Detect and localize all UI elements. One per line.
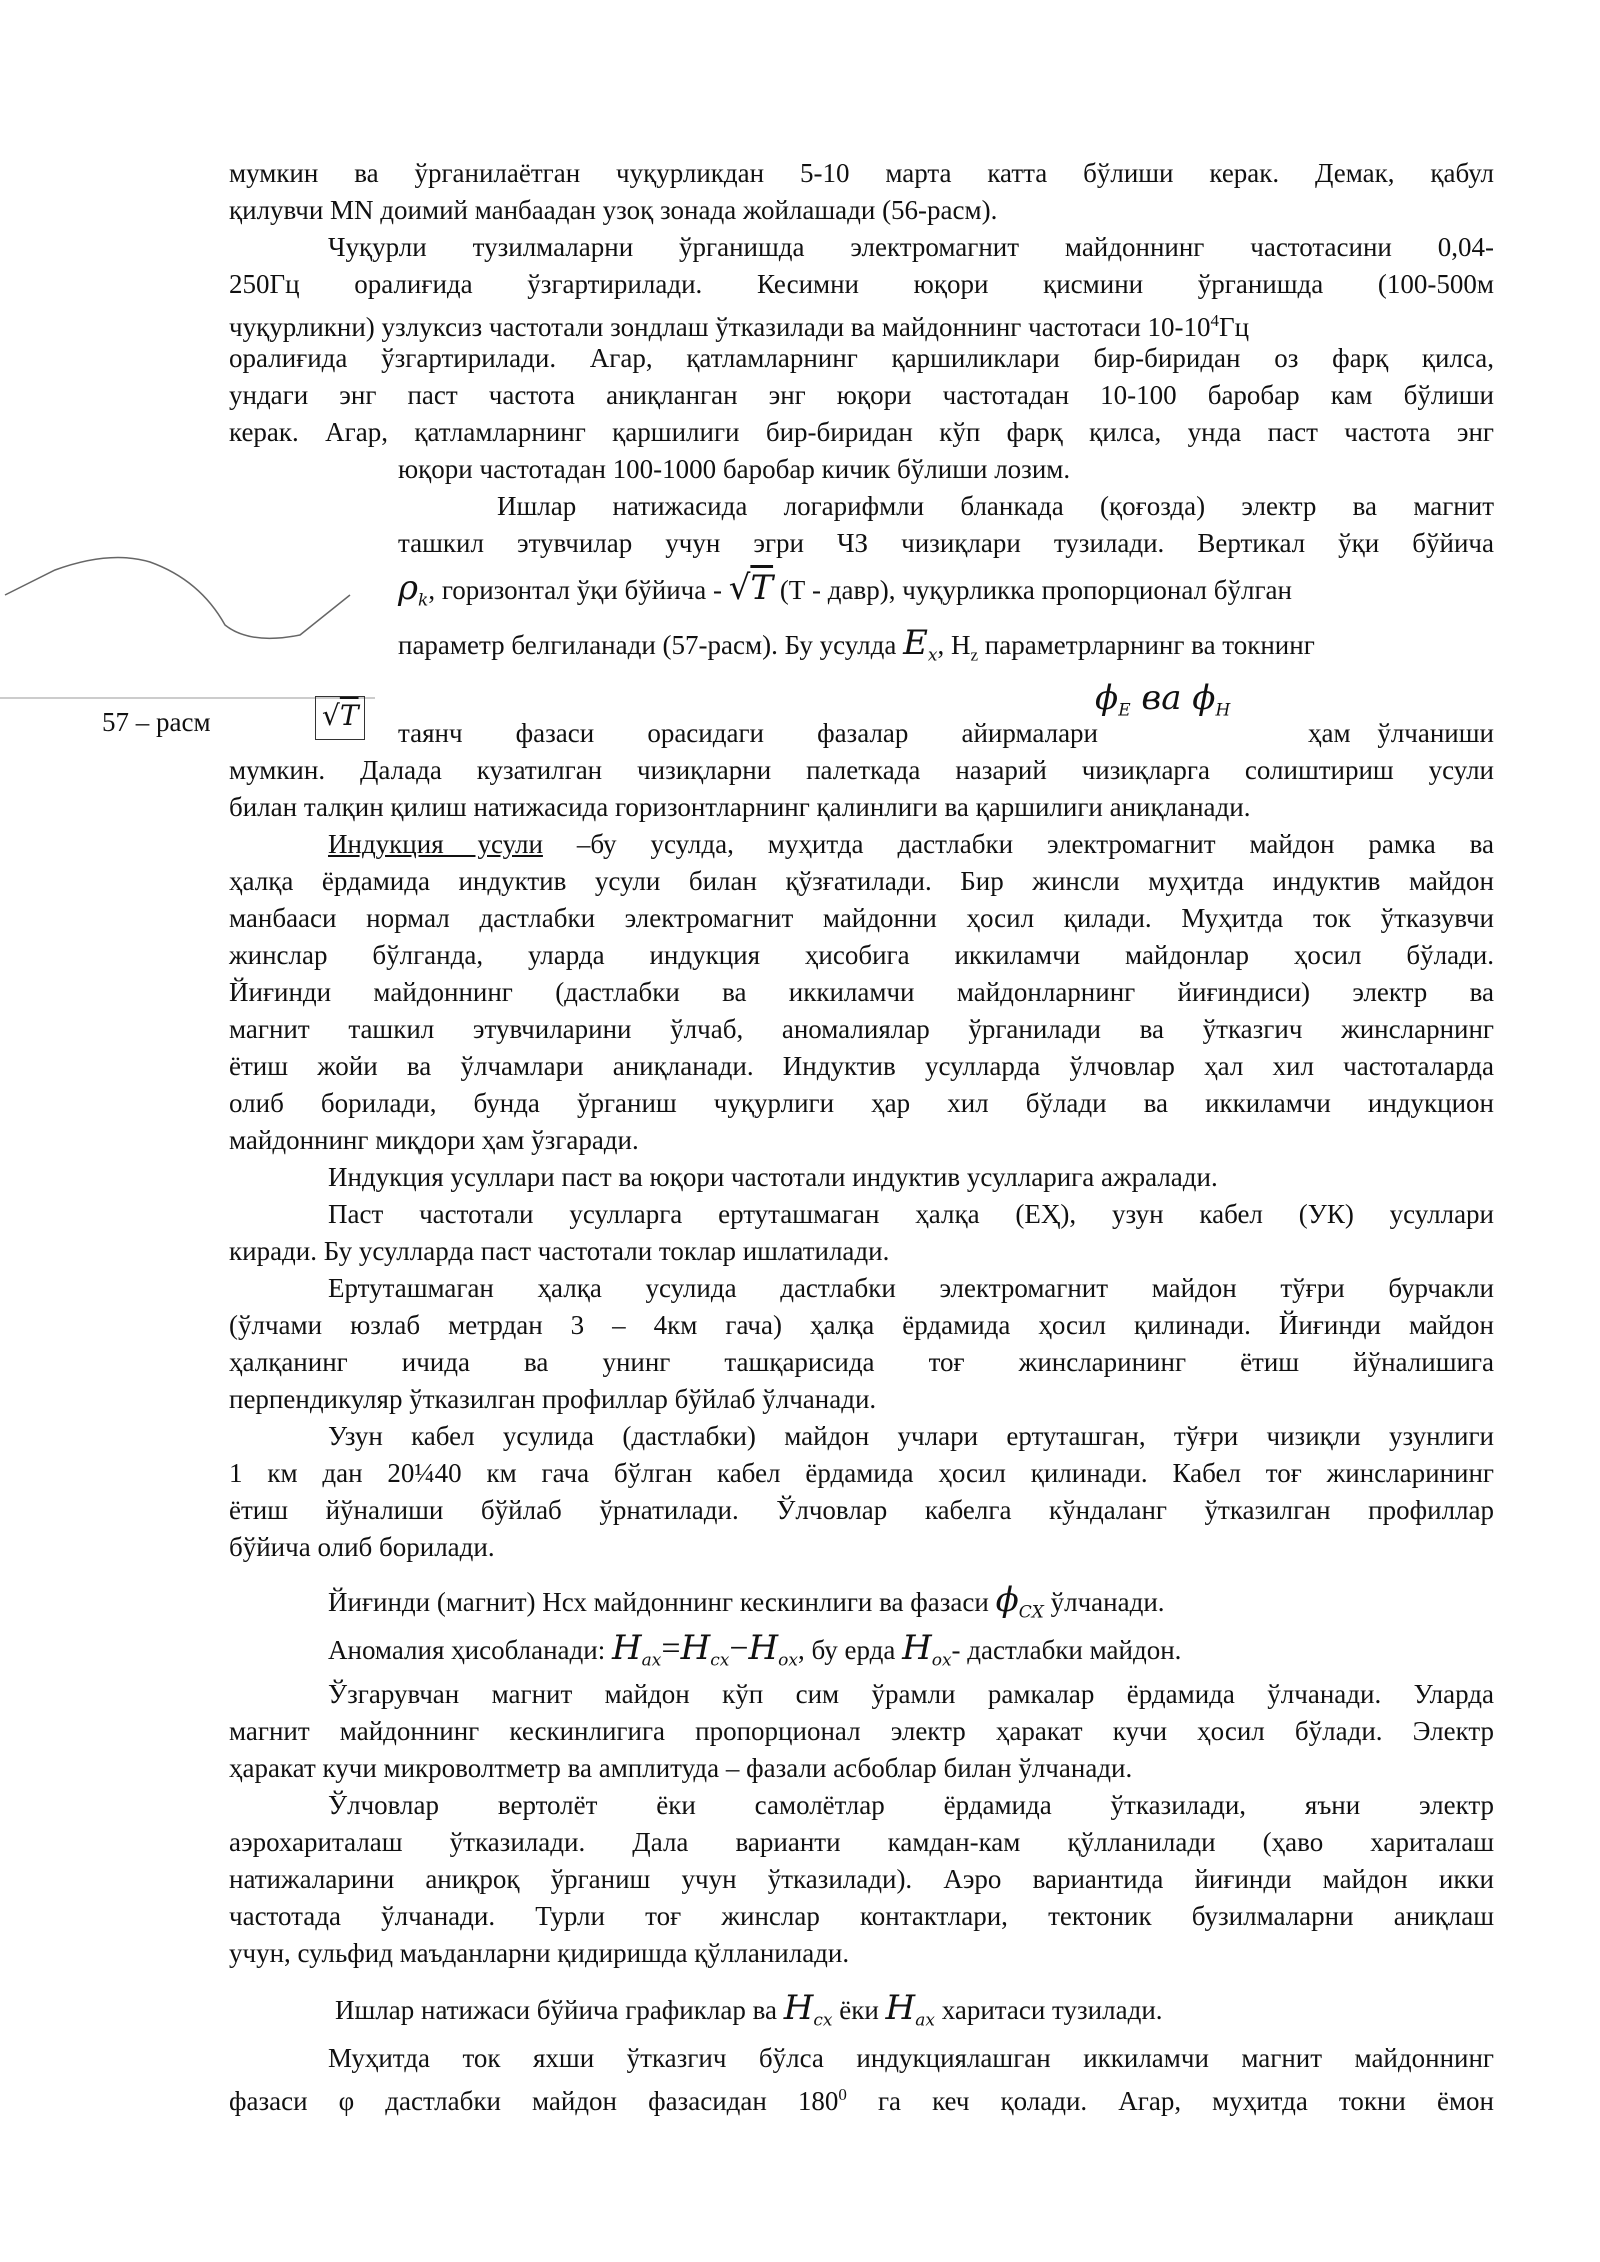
text-line: Ўзгарувчан магнит майдон кўп сим ўрамли рамкалар ёрдамида ўлчанади. Уларда — [328, 1679, 1494, 1709]
text-segment: чуқурликни) узлуксиз частотали зондлаш ўтказилади ва майдоннинг частотаси 10-10 — [229, 312, 1211, 342]
text-line: Ўлчовлар вертолёт ёки самолётлар ёрдамида ўтказилади, яъни электр — [328, 1790, 1494, 1820]
text-line: юқори частотадан 100-1000 баробар кичик бўлиши лозим. — [398, 454, 1071, 484]
text-line: таянч фазаси орасидаги фазалар айирмалари — [398, 718, 1098, 748]
text-line: керак. Агар, қатламларнинг қаршилиги бир-биридан кўп фарқ қилса, унда паст частота энг — [229, 417, 1494, 447]
text-line — [398, 570, 1292, 618]
text-line: 250Гц оралиғида ўзгартирилади. Кесимни юқори қисмини ўрганишда (100-500м — [229, 269, 1494, 299]
text-segment: (Т - давр), чуқурликка пропорционал бўлган — [779, 575, 1292, 605]
text-line: мумкин. Далада кузатилган чизиқларни палеткада назарий чизиқларга солиштириш усули — [229, 755, 1494, 785]
rho-subscript: k — [418, 590, 429, 611]
phi-cx-symbol: ϕ — [995, 1580, 1019, 1620]
text-line — [398, 625, 1315, 673]
text-line: перпендикуляр ўтказилган профиллар бўйлаб ўлчанади. — [229, 1384, 877, 1414]
sounding-curve — [5, 558, 350, 639]
text-line: ҳалқа ёрдамида индуктив усули билан қўзғатилади. Бир жинсли муҳитда индуктив майдон — [229, 866, 1494, 896]
text-segment: , горизонтал ўқи бўйича - — [428, 575, 722, 605]
text-line: киради. Бу усулларда паст частотали токлар ишлатилади. — [229, 1236, 890, 1266]
text-line: билан талқин қилиш натижасида горизонтларнинг қалинлиги ва қаршилиги аниқланади. — [229, 792, 1251, 822]
text-line: оралиғида ўзгартирилади. Агар, қатламларнинг қаршиликлари бир-биридан оз фарқ қилса, — [229, 343, 1494, 373]
text-line: ҳам ўлчаниши — [1308, 718, 1494, 748]
text-line: Муҳитда ток яхши ўтказгич бўлса индукциялашган иккиламчи магнит майдоннинг — [328, 2043, 1494, 2073]
text-line: жинслар бўлганда, уларда индукция ҳисобига иккиламчи майдонлар ҳосил бўлади. — [229, 940, 1494, 970]
text-line — [229, 303, 1249, 345]
text-segment: , бу ерда — [798, 1635, 896, 1665]
text-line: ҳалқанинг ичида ва унинг ташқарисида тоғ жинсларининг ётиш йўналишига — [229, 1347, 1494, 1377]
e-subscript: x — [927, 645, 938, 666]
text-line — [229, 2077, 1494, 2119]
text-line: ташкил этувчилар учун эгри ЧЗ чизиқлари тузилади. Вертикал ўқи бўйича — [398, 528, 1494, 558]
text-segment: харитаси тузилади. — [941, 1995, 1163, 2025]
text-segment: ёки — [839, 1995, 879, 2025]
figure-caption: 57 – расм — [102, 707, 211, 737]
text-line: бўйича олиб борилади. — [229, 1532, 495, 1562]
text-line: натижаларини аниқроқ ўрганиш учун ўтказилади). Аэро вариантида йиғинди майдон икки — [229, 1864, 1494, 1894]
text-line: учун, сульфид маъданларни қидиришда қўлланилади. — [229, 1938, 850, 1968]
text-line: (ўлчами юзлаб метрдан 3 – 4км гача) ҳалқа ёрдамида ҳосил қилинади. Йиғинди майдон — [229, 1310, 1494, 1340]
text-segment: Ишлар натижаси бўйича графиклар ва — [335, 1995, 777, 2025]
sqrt-t-label: √T — [322, 699, 359, 732]
text-line: Йиғинди майдоннинг (дастлабки ва иккиламчи майдонларнинг йиғиндиси) электр ва — [229, 977, 1494, 1007]
text-line: мумкин ва ўрганилаётган чуқурликдан 5-10 марта катта бўлиши керак. Демак, қабул — [229, 158, 1494, 188]
text-segment: Йиғинди (магнит) Нсх майдоннинг кескинлиги ва фазаси — [328, 1587, 989, 1617]
exponent: 4 — [1210, 311, 1220, 330]
text-line: частотада ўлчанади. Турли тоғ жинслар контактлари, тектоник бузилмаларни аниқлаш — [229, 1901, 1494, 1931]
rho-symbol: ρ — [398, 568, 418, 608]
text-line — [328, 826, 1494, 862]
sqrt-t-box — [315, 696, 365, 740]
text-line: қилувчи MN доимий манбаадан узоқ зонада жойлашади (56-расм). — [229, 195, 998, 225]
text-segment: - дастлабки майдон. — [951, 1635, 1182, 1665]
hz-symbol: , H — [937, 630, 971, 660]
text-line: Чуқурли тузилмаларни ўрганишда электромагнит майдоннинг частотасини 0,04- — [328, 232, 1494, 262]
text-line: ҳаракат кучи микроволтметр ва амплитуда – фазали асбоблар билан ўлчанади. — [229, 1753, 1133, 1783]
text-segment: –бу усулда, муҳитда дастлабки электромагнит майдон рамка ва — [542, 829, 1495, 859]
text-line: магнит ташкил этувчиларини ўлчаб, аномалиялар ўрганилади ва ўтказгич жинсларнинг — [229, 1014, 1494, 1044]
e-symbol: E — [903, 623, 928, 663]
text-segment: фазаси φ дастлабки майдон фазасидан 180 — [229, 2086, 839, 2116]
text-segment: параметр белгиланади (57-расм). Бу усулда — [398, 630, 897, 660]
hz-subscript: z — [970, 645, 979, 665]
text-line: ундаги энг паст частота аниқланган энг юқори частотадан 10-100 баробар кам бўлиши — [229, 380, 1494, 410]
text-line: Узун кабел усулида (дастлабки) майдон учлари ертуташган, тўғри чизиқли узунлиги — [328, 1421, 1494, 1451]
text-line: олиб борилади, бунда ўрганиш чуқурлиги ҳар хил бўлади ва иккиламчи индукцион — [229, 1088, 1494, 1118]
phase-formula: $\phi_E$ ва $\phi_H$ — [1095, 678, 1231, 721]
sqrt-symbol: √T — [728, 568, 774, 608]
text-line: ётиш йўналиши бўйлаб ўрнатилади. Ўлчовлар кабелга кўндаланг ўтказилган профиллар — [229, 1495, 1494, 1525]
text-segment: ўлчанади. — [1050, 1587, 1165, 1617]
degree-exponent: 0 — [838, 2085, 847, 2104]
term-induction-method: Индукция усули — [328, 829, 543, 859]
text-line: Индукция усуллари паст ва юқори частотали индуктив усулларига ажралади. — [328, 1162, 1218, 1192]
text-line: Ертуташмаган ҳалқа усулида дастлабки электромагнит майдон тўғри бурчакли — [328, 1273, 1494, 1303]
text-line: Ишлар натижасида логарифмли бланкада (қоғозда) электр ва магнит — [497, 491, 1494, 521]
text-line: Ишлар натижаси бўйича графиклар ва $H_{cx}$ ёки $H_{ax}$ харитаси тузилади. — [335, 1988, 1163, 2031]
text-segment: Аномалия ҳисобланади: — [328, 1635, 606, 1665]
text-line — [328, 1582, 1165, 1630]
text-line: майдоннинг миқдори ҳам ўзгаради. — [229, 1125, 639, 1155]
text-segment: параметрларнинг ва токнинг — [984, 630, 1315, 660]
text-line: аэрохариталаш ўтказилади. Дала варианти камдан-кам қўлланилади (ҳаво хариталаш — [229, 1827, 1494, 1857]
text-line: ётиш жойи ва ўлчамлари аниқланади. Индуктив усулларда ўлчовлар ҳал хил частоталарда — [229, 1051, 1494, 1081]
text-segment: га кеч қолади. Агар, муҳитда токни ёмон — [846, 2086, 1494, 2116]
text-line: Паст частотали усулларга ертуташмаган ҳалқа (ЕҲ), узун кабел (УК) усуллари — [328, 1199, 1494, 1229]
phi-cx-subscript: CX — [1018, 1602, 1044, 1623]
text-line: Аномалия ҳисобланади: $H_{ax}=H_{cx}-H_{ox}$, бу ерда $H_{ox}-$ дастлабки майдон. — [328, 1628, 1182, 1671]
unit-hz: Гц — [1219, 312, 1250, 342]
text-line: магнит майдоннинг кескинлигига пропорционал электр ҳаракат кучи ҳосил бўлади. Электр — [229, 1716, 1494, 1746]
text-line: 1 км дан 20¼40 км гача бўлган кабел ёрдамида ҳосил қилинади. Кабел тоғ жинсларининг — [229, 1458, 1494, 1488]
text-line: манбааси нормал дастлабки электромагнит майдонни ҳосил қилади. Муҳитда ток ўтказувчи — [229, 903, 1494, 933]
